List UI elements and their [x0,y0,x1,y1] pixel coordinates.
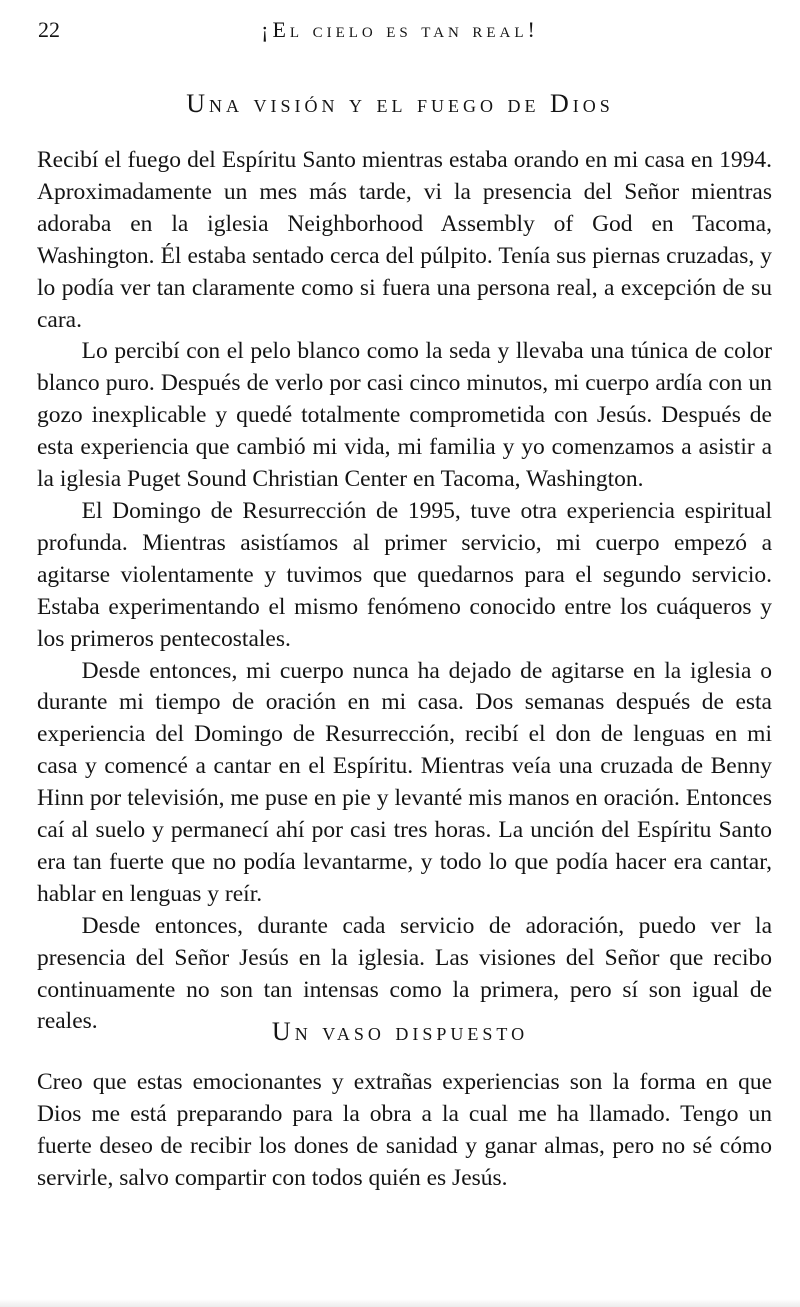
paragraph: Desde entonces, durante cada servicio de adoración, puedo ver la presencia del Señor Jesús en la iglesia. Las visiones del Señor que recibo continuamente no son tan intensas como la primera, pero sí son igual de reales. [37,912,772,1035]
section-heading: Un vaso dispuesto [271,1017,529,1046]
section-body [37,1067,772,1195]
page-number: 22 [38,17,60,42]
running-head [38,14,762,46]
paragraph: Lo percibí con el pelo blanco como la seda y llevaba una túnica de color blanco puro. Después de verlo por casi cinco minutos, mi cuerpo ardía con un gozo inexplicable y quedé totalmente comprometida con Jesús. Después de esta experiencia que cambió mi vida, mi familia y yo comenzamos a asistir a la iglesia Puget Sound Christian Center en Tacoma, Washington. [37,338,772,493]
page-edge-shadow [0,1299,800,1307]
section-heading: Una visión y el fuego de Dios [186,89,614,118]
paragraph: Desde entonces, mi cuerpo nunca ha dejado de agitarse en la iglesia o durante mi tiempo de oración en mi casa. Dos semanas después de esta experiencia del Domingo de Resurrección, recibí el don de lenguas en mi casa y comencé a cantar en el Espíritu. Mientras veía una cruzada de Benny Hinn por televisión, me puse en pie y levanté mis manos en oración. Entonces caí al suelo y permanecí ahí por casi tres horas. La unción del Espíritu Santo era tan fuerte que no podía levantarme, y todo lo que podía hacer era cantar, hablar en lenguas y reír. [37,657,772,907]
paragraph: Recibí el fuego del Espíritu Santo mientras estaba orando en mi casa en 1994. Aproximadamente un mes más tarde, vi la presencia del Señor mientras adoraba en la iglesia Neighborhood Assembly of God en Tacoma, Washington. Él estaba sentado cerca del púlpito. Tenía sus piernas cruzadas, y lo podía ver tan claramente como si fuera una persona real, a excepción de su cara. [37,147,772,333]
running-head-title: ¡El cielo es tan real! [261,17,539,42]
section-body [37,145,772,1038]
paragraph: Creo que estas emocionantes y extrañas experiencias son la forma en que Dios me está preparando para la obra a la cual me ha llamado. Tengo un fuerte deseo de recibir los dones de sanidad y ganar almas, pero no sé cómo servirle, salvo compartir con todos quién es Jesús. [37,1069,772,1191]
paragraph: El Domingo de Resurrección de 1995, tuve otra experiencia espiritual profunda. Mientras asistíamos al primer servicio, mi cuerpo empezó a agitarse violentamente y tuvimos que quedarnos para el segundo servicio. Estaba experimentando el mismo fenómeno conocido entre los cuáqueros y los primeros pentecostales. [37,497,772,652]
